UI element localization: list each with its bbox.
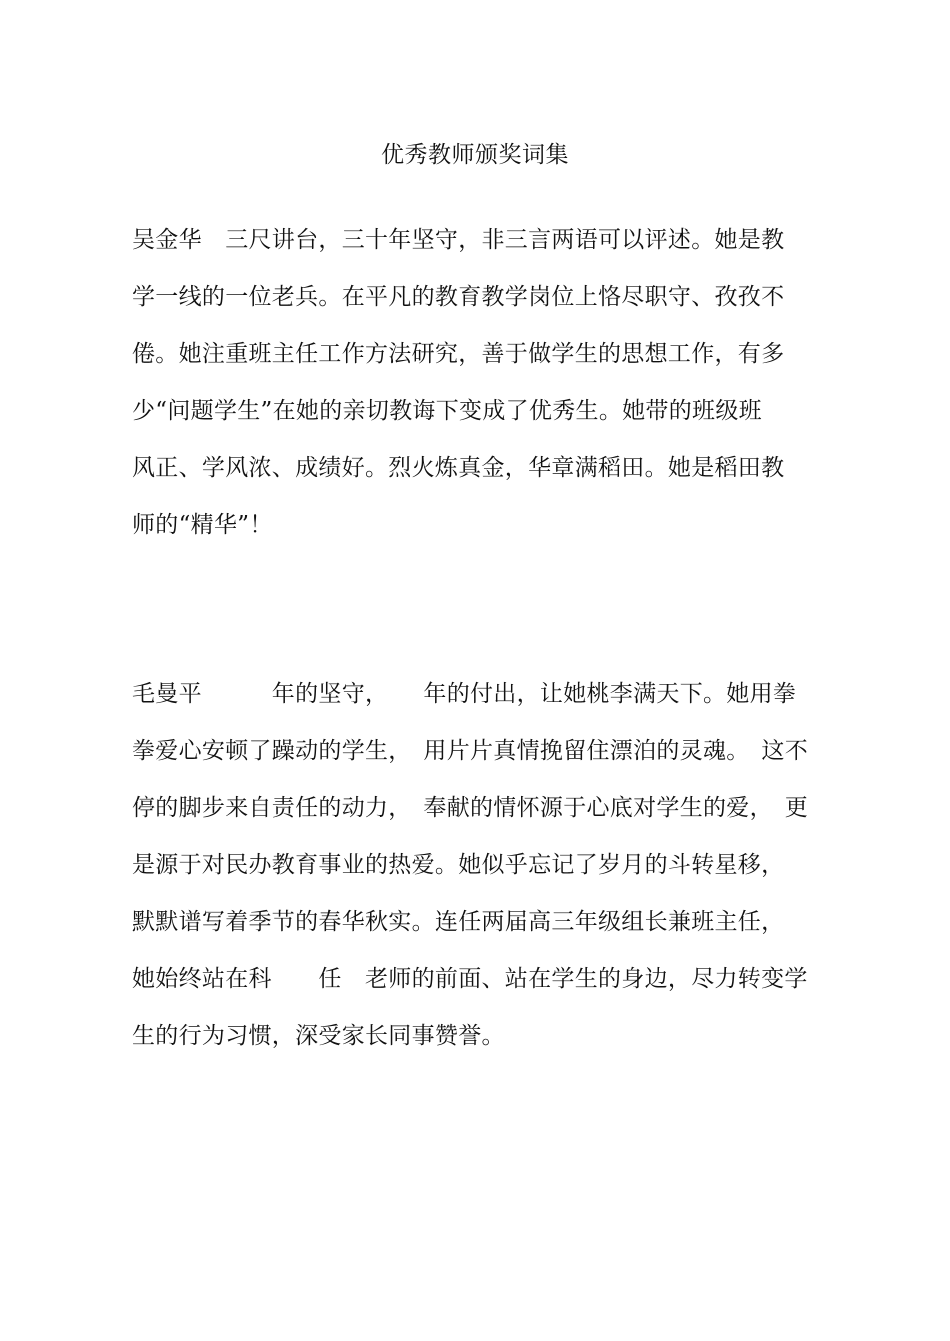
- document-title: 优秀教师颁奖词集: [381, 142, 569, 168]
- entry2-line-4: 是源于对民办教育事业的热爱。她似乎忘记了岁月的斗转星移，: [132, 852, 785, 878]
- entry1-line-2: 学一线的一位老兵。在平凡的教育教学岗位上恪尽职守、孜孜不: [132, 284, 785, 310]
- entry1-line-3: 倦。她注重班主任工作方法研究，善于做学生的思想工作，有多: [132, 341, 785, 367]
- entry2-line-1: 毛曼平 年的坚守， 年的付出，让她桃李满天下。她用拳: [132, 681, 797, 707]
- entry2-line-5: 默默谱写着季节的春华秋实。连任两届高三年级组长兼班主任，: [132, 909, 785, 935]
- entry1-line-6: 师的“精华”！: [132, 512, 273, 538]
- entry1-line-1: 吴金华 三尺讲台，三十年坚守，非三言两语可以评述。她是教: [132, 227, 785, 253]
- entry1-line-5: 风正、学风浓、成绩好。烈火炼真金，华章满稻田。她是稻田教: [132, 455, 785, 481]
- entry2-line-7: 生的行为习惯，深受家长同事赞誉。: [132, 1023, 505, 1049]
- entry2-line-6: 她始终站在科 任 老师的前面、站在学生的身边，尽力转变学: [132, 966, 808, 992]
- entry2-line-3: 停的脚步来自责任的动力， 奉献的情怀源于心底对学生的爱， 更: [132, 795, 808, 821]
- entry1-line-4: 少“问题学生”在她的亲切教诲下变成了优秀生。她带的班级班: [132, 398, 762, 424]
- entry2-line-2: 拳爱心安顿了躁动的学生， 用片片真情挽留住漂泊的灵魂。 这不: [132, 738, 808, 764]
